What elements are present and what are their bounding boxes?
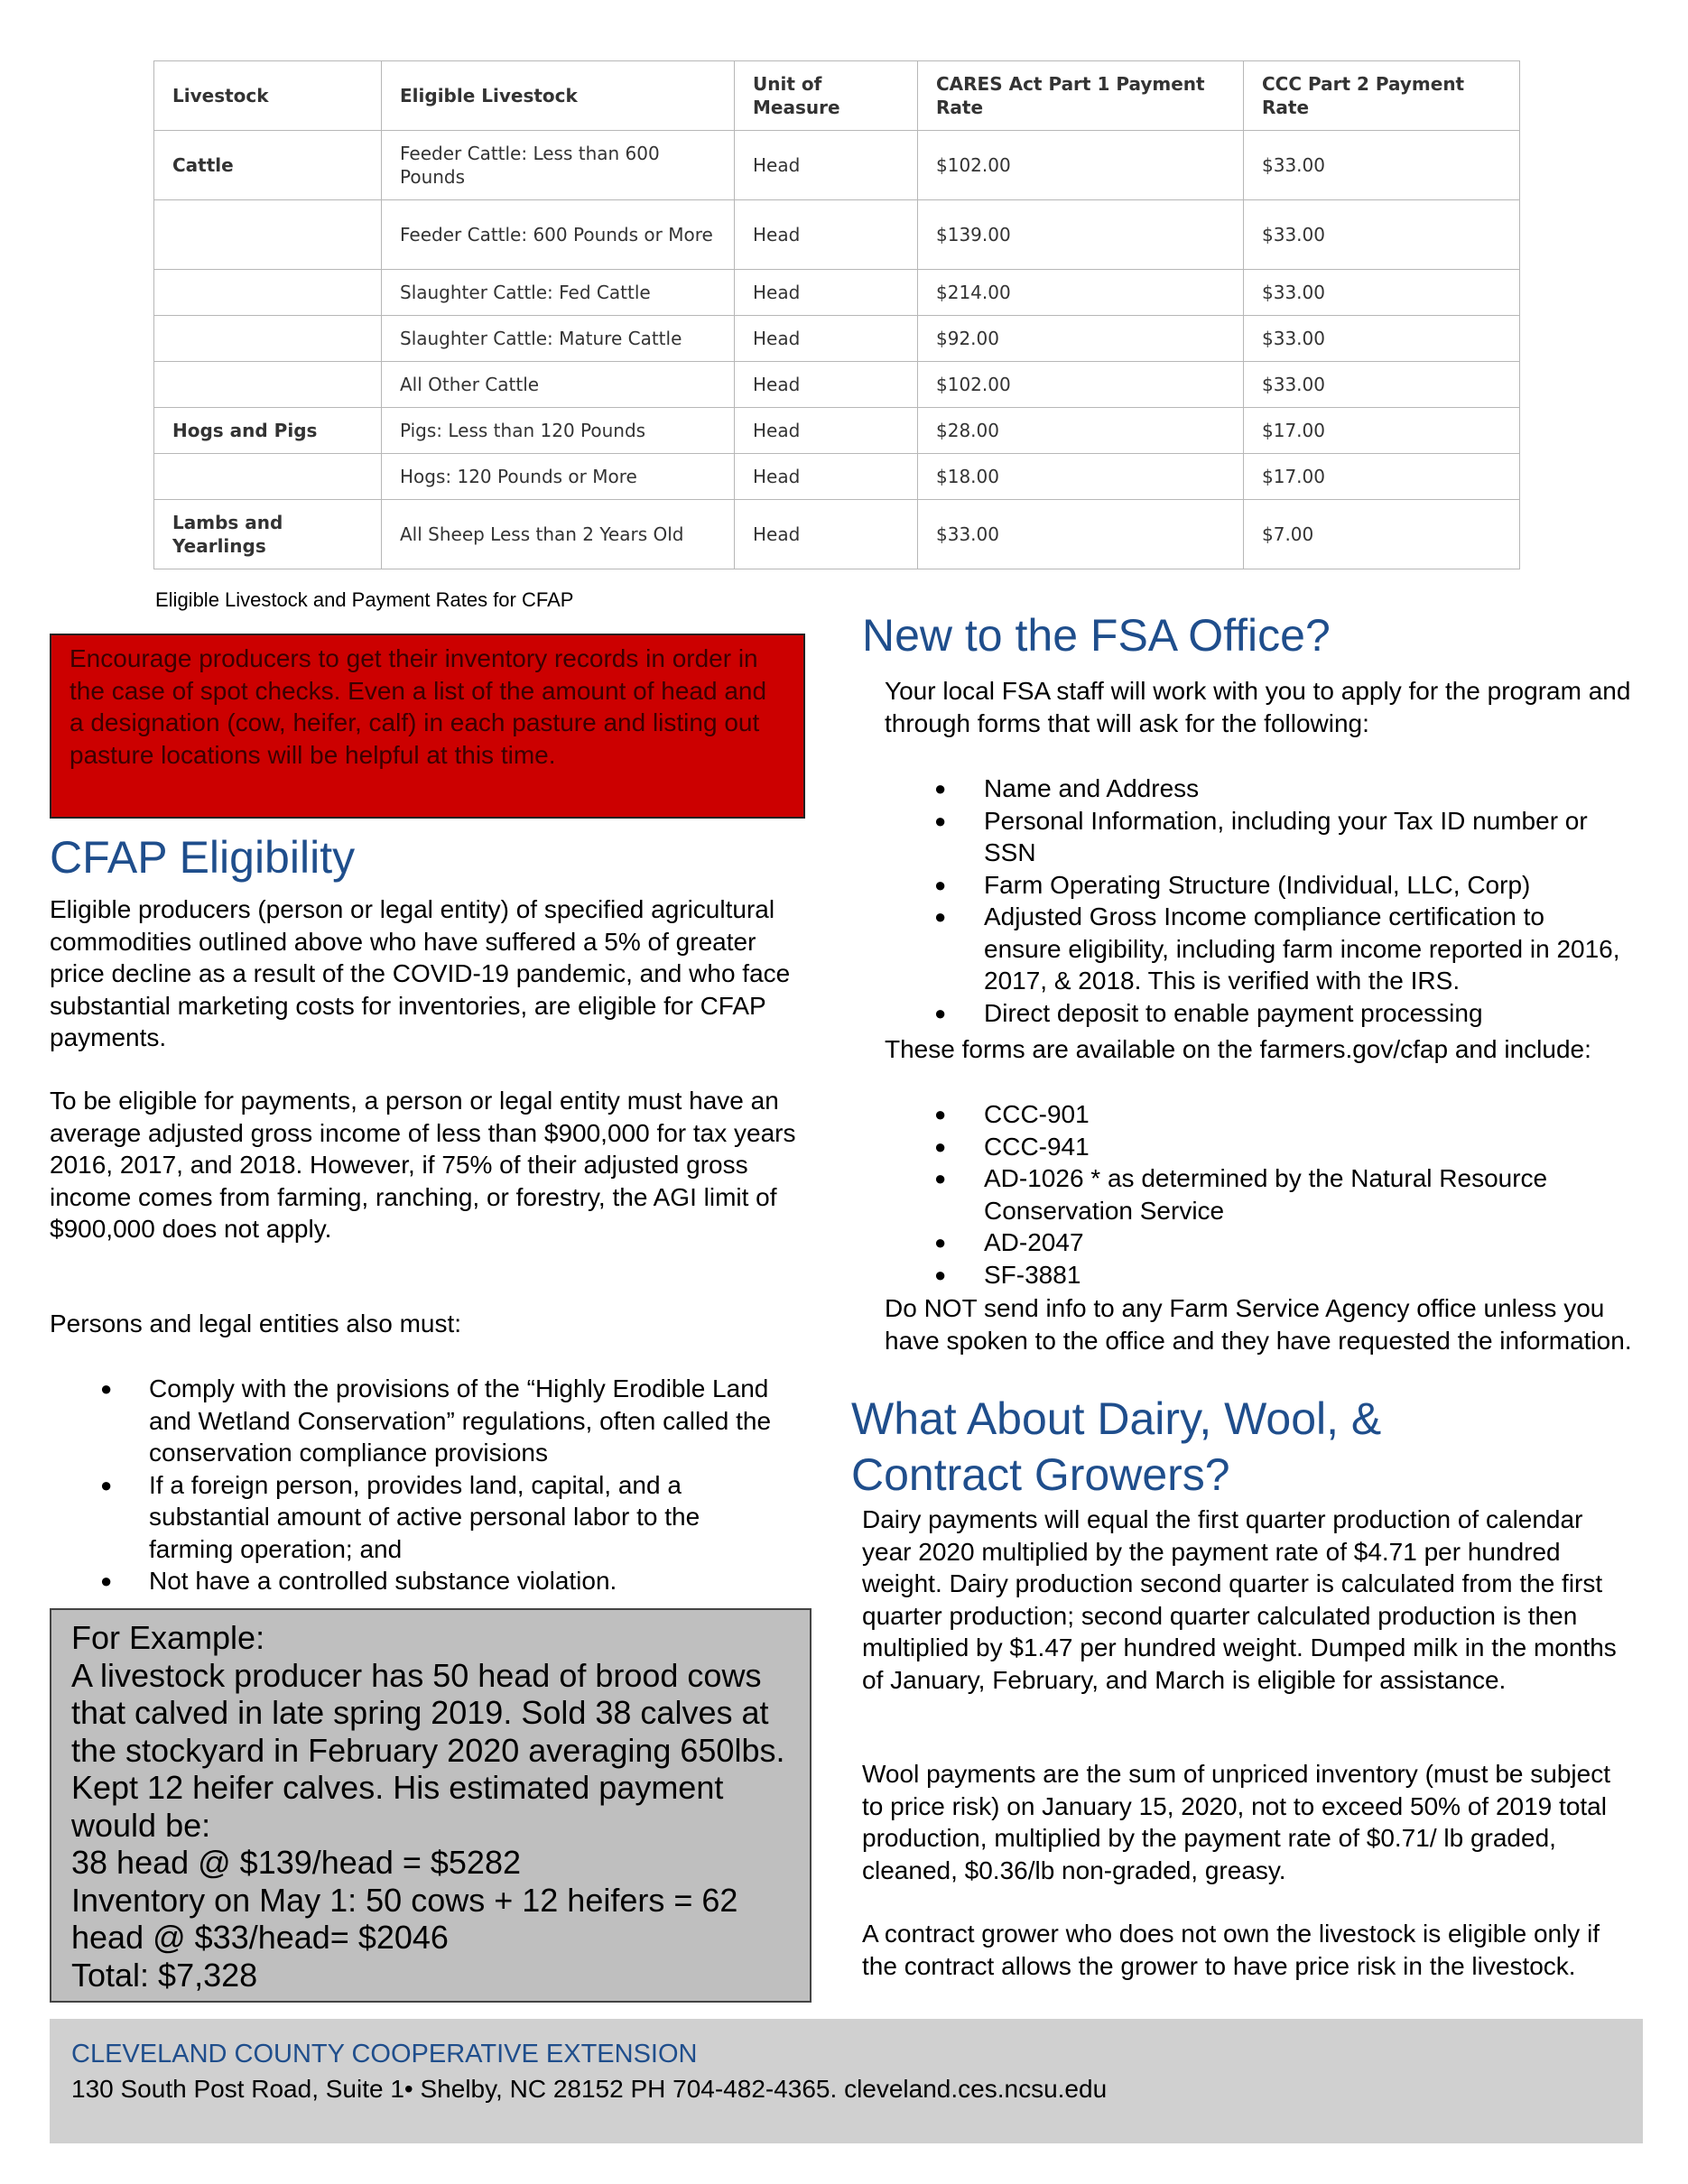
table-cell: $214.00 — [918, 270, 1244, 316]
column-header: Livestock — [154, 61, 382, 131]
contact-warning: Do NOT send info to any Farm Service Agency office unless you have spoken to the office and they have requested the information. — [885, 1294, 1632, 1355]
table-cell: Cattle — [154, 131, 382, 200]
list-item: ● CCC-901 — [885, 1098, 1625, 1131]
bullet-icon: ● — [934, 873, 947, 896]
contract-grower-paragraph: A contract grower who does not own the livestock is eligible only if the contract allows the grower to have price risk in the livestock. — [862, 1920, 1600, 1980]
bullet-icon: ● — [934, 1263, 947, 1286]
table-cell: Hogs and Pigs — [154, 408, 382, 454]
table-row — [154, 362, 1520, 408]
table-cell: $33.00 — [1244, 270, 1520, 316]
bullet-icon: ● — [934, 809, 947, 832]
eligibility-paragraph-2: To be eligible for payments, a person or legal entity must have an average adjusted gross income of less than $900,000 for tax years 2016, 2017, and 2018. However, if 75% of their adjusted gross income comes from farming, ranching, or forestry, the AGI limit of $900,000 does not apply. — [50, 1087, 796, 1243]
list-item: ● Not have a controlled substance violation. — [50, 1565, 785, 1597]
column-header: Unit of Measure — [735, 61, 918, 131]
example-title: For Example: — [71, 1619, 265, 1656]
list-item: ● Direct deposit to enable payment processing — [885, 997, 1625, 1030]
table-cell: $33.00 — [1244, 316, 1520, 362]
table-cell: Head — [735, 316, 918, 362]
footer-address: 130 South Post Road, Suite 1• Shelby, NC 28152 PH 704-482-4365. cleveland.ces.ncsu.edu — [71, 2075, 1108, 2103]
bullet-icon: ● — [934, 1231, 947, 1254]
list-item: ● Personal Information, including your Tax ID number or SSN — [934, 806, 1588, 866]
table-cell: All Sheep Less than 2 Years Old — [382, 500, 735, 569]
table-row — [154, 131, 1520, 200]
table-cell: $7.00 — [1244, 500, 1520, 569]
example-calc-2: Inventory on May 1: 50 cows + 12 heifers = 62 head @ $33/head= $2046 — [71, 1881, 738, 1956]
footer-organization: CLEVELAND COUNTY COOPERATIVE EXTENSION — [71, 2040, 698, 2068]
wool-paragraph: Wool payments are the sum of unpriced inventory (must be subject to price risk) on January 15, 2020, not to exceed 50% of 2019 total production, multiplied by the payment rate of $0.71/ lb graded, cleaned, $0.36/lb non-graded, greasy. — [862, 1760, 1610, 1884]
table-cell — [154, 362, 382, 408]
table-header-row — [154, 61, 1520, 131]
example-total: Total: $7,328 — [71, 1956, 258, 1994]
column-header: Eligible Livestock — [382, 61, 735, 131]
footer — [50, 2019, 1643, 2143]
cfap-eligibility-heading: CFAP Eligibility — [50, 832, 356, 883]
table-row — [154, 316, 1520, 362]
table-cell: Head — [735, 454, 918, 500]
table-cell: $33.00 — [1244, 362, 1520, 408]
table-cell — [154, 270, 382, 316]
new-fsa-heading: New to the FSA Office? — [862, 610, 1331, 661]
table-row — [154, 200, 1520, 270]
table-cell: Hogs: 120 Pounds or More — [382, 454, 735, 500]
table-cell — [154, 316, 382, 362]
eligibility-paragraph-3: Persons and legal entities also must: — [50, 1309, 462, 1337]
list-item: ● CCC-941 — [885, 1131, 1625, 1163]
table-cell: Head — [735, 362, 918, 408]
bullet-icon: ● — [934, 1103, 947, 1125]
list-item: ● Adjusted Gross Income compliance certification to ensure eligibility, including farm income reported in 2016, 2017, & 2018. This is verified with the IRS. — [934, 902, 1620, 995]
table-cell: $33.00 — [1244, 131, 1520, 200]
bullet-icon: ● — [934, 905, 947, 928]
list-item: ● AD-2047 — [885, 1226, 1625, 1259]
table-cell: Pigs: Less than 120 Pounds — [382, 408, 735, 454]
list-item: ● If a foreign person, provides land, capital, and a substantial amount of active personal labor to the farming operation; and — [100, 1470, 700, 1563]
application-requirements-list — [885, 773, 1625, 1029]
table-cell: Head — [735, 408, 918, 454]
dairy-heading-line-1: What About Dairy, Wool, & — [851, 1393, 1382, 1444]
bullet-icon: ● — [100, 1377, 113, 1400]
table-cell: $92.00 — [918, 316, 1244, 362]
new-fsa-intro: Your local FSA staff will work with you to apply for the program and through forms that will ask for the following: — [885, 677, 1631, 737]
example-box — [50, 1608, 812, 2003]
eligibility-requirements-list — [50, 1373, 785, 1597]
table-cell: Lambs and Yearlings — [154, 500, 382, 569]
bullet-icon: ● — [100, 1569, 113, 1592]
table-cell: Head — [735, 270, 918, 316]
list-item: ● AD-1026 * as determined by the Natural Resource Conservation Service — [934, 1164, 1548, 1225]
example-scenario: A livestock producer has 50 head of brood cows that calved in late spring 2019. Sold 38 calves at the stockyard in February 2020 averaging 650lbs. Kept 12 heifer calves. His estimated payment would be: — [71, 1656, 785, 1844]
table-cell: Head — [735, 200, 918, 270]
table-row — [154, 500, 1520, 569]
bullet-icon: ● — [100, 1473, 113, 1496]
example-calc-1: 38 head @ $139/head = $5282 — [71, 1844, 521, 1881]
table-cell: Slaughter Cattle: Mature Cattle — [382, 316, 735, 362]
column-header: CARES Act Part 1 Payment Rate — [918, 61, 1244, 131]
list-item: ● SF-3881 — [885, 1259, 1625, 1291]
forms-list — [885, 1098, 1625, 1291]
inventory-records-callout: Encourage producers to get their inventory records in order in the case of spot checks. Even a list of the amount of head and a designation (cow, heifer, calf) in each pasture and listing out pasture locations will be helpful at this time. — [50, 634, 805, 819]
list-item: ● Name and Address — [885, 773, 1625, 805]
table-caption: Eligible Livestock and Payment Rates for CFAP — [155, 588, 574, 611]
bullet-icon: ● — [934, 1167, 947, 1189]
bullet-icon: ● — [934, 1001, 947, 1024]
table-cell: All Other Cattle — [382, 362, 735, 408]
table-cell: $33.00 — [1244, 200, 1520, 270]
table-row — [154, 270, 1520, 316]
table-cell: Head — [735, 500, 918, 569]
dairy-heading-line-2: Contract Growers? — [851, 1449, 1230, 1500]
table-cell: $102.00 — [918, 362, 1244, 408]
table-cell: $28.00 — [918, 408, 1244, 454]
table-cell: Feeder Cattle: Less than 600 Pounds — [382, 131, 735, 200]
table-cell: $17.00 — [1244, 454, 1520, 500]
dairy-paragraph: Dairy payments will equal the first quarter production of calendar year 2020 multiplied by the payment rate of $4.71 per hundred weight. Dairy production second quarter is calculated from the first quarter production; second quarter calculated production is then multiplied by $1.47 per hundred weight. Dumped milk in the months of January, February, and March is eligible for assistance. — [862, 1505, 1617, 1694]
table-cell: $18.00 — [918, 454, 1244, 500]
table-cell: $139.00 — [918, 200, 1244, 270]
payment-rates-table — [153, 60, 1520, 569]
column-header: CCC Part 2 Payment Rate — [1244, 61, 1520, 131]
table-cell: Head — [735, 131, 918, 200]
table-cell — [154, 200, 382, 270]
bullet-icon: ● — [934, 1134, 947, 1158]
table-cell: Feeder Cattle: 600 Pounds or More — [382, 200, 735, 270]
table-row — [154, 454, 1520, 500]
forms-intro: These forms are available on the farmers.gov/cfap and include: — [885, 1035, 1591, 1063]
table-cell: $102.00 — [918, 131, 1244, 200]
table-cell: Slaughter Cattle: Fed Cattle — [382, 270, 735, 316]
table-cell: $33.00 — [918, 500, 1244, 569]
list-item: ● Comply with the provisions of the “Highly Erodible Land and Wetland Conservation” regulations, often called the conservation compliance provisions — [100, 1374, 772, 1467]
table-row — [154, 408, 1520, 454]
table-cell: $17.00 — [1244, 408, 1520, 454]
eligibility-paragraph-1: Eligible producers (person or legal entity) of specified agricultural commodities outlined above who have suffered a 5% of greater price decline as a result of the COVID-19 pandemic, and who face substantial marketing costs for inventories, are eligible for CFAP payments. — [50, 895, 791, 1051]
list-item: ● Farm Operating Structure (Individual, LLC, Corp) — [885, 869, 1625, 902]
bullet-icon: ● — [934, 777, 947, 800]
table-cell — [154, 454, 382, 500]
